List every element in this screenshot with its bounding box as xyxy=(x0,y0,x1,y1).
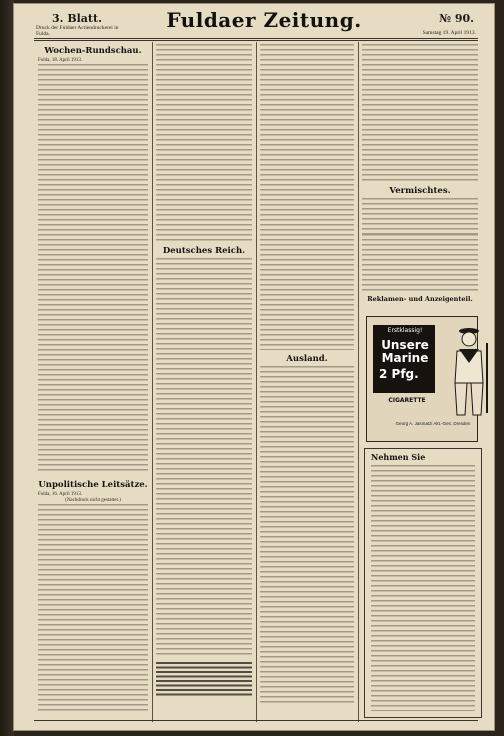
newspaper-page xyxy=(14,4,494,730)
ad-brand-name: Unsere Marine xyxy=(381,338,429,365)
text-block-col2-top xyxy=(156,44,252,242)
issue-number: № 90. xyxy=(439,12,474,25)
issue-date: Samstag 19. April 1913. xyxy=(422,30,476,36)
column-2 xyxy=(156,44,252,714)
sailor-illustration xyxy=(443,323,494,417)
text-block-unpolitische xyxy=(38,504,148,714)
ad-price: 2 Pfg. xyxy=(379,367,419,381)
column-4-middle xyxy=(362,234,478,314)
page-edge-shadow xyxy=(0,0,14,736)
column-divider-1 xyxy=(152,42,153,722)
masthead-rule-2 xyxy=(34,40,478,41)
section-heading-wochen: Wochen-Rundschau. xyxy=(44,46,142,56)
text-block-col2-dark xyxy=(156,662,252,696)
ad-brand-tagline: Erstklassig! xyxy=(387,327,423,334)
masthead-left xyxy=(36,12,126,37)
note-nachdruck: (Nachdruck nicht gestattet.) xyxy=(65,498,121,503)
section-heading-deutsches-reich: Deutsches Reich. xyxy=(162,246,246,256)
text-block-col4-top xyxy=(362,44,478,182)
ad-maker: Georg A. Jasmatzi Akt.-Ges. Dresden xyxy=(395,421,471,426)
column-3 xyxy=(260,44,354,714)
section-heading-unpolitische: Unpolitische Leitsätze. xyxy=(38,480,148,490)
dateline-wochen: Fulda, 18. April 1913. xyxy=(38,58,83,63)
text-block-vermischtes xyxy=(362,198,478,234)
section-heading-vermischtes: Vermischtes. xyxy=(389,186,451,196)
text-block-ausland xyxy=(260,366,354,706)
nehmen-sie-notice xyxy=(364,448,482,718)
imprint-text: Druck der Fuldaer Actiendruckerei in Fulda. xyxy=(36,25,119,37)
bottom-rule xyxy=(34,720,478,721)
column-4-top xyxy=(362,44,478,234)
column-1 xyxy=(38,44,148,714)
cigarette-ad xyxy=(366,316,478,442)
notice-text xyxy=(371,465,475,711)
dateline-unpolitische: Fulda, 16. April 1913. xyxy=(38,492,83,497)
column-divider-3 xyxy=(358,42,359,722)
section-heading-ausland: Ausland. xyxy=(286,354,328,364)
text-block-wochen xyxy=(38,64,148,474)
masthead-rule xyxy=(34,38,478,39)
notice-title: Nehmen Sie xyxy=(371,452,426,462)
blatt-label: 3. Blatt. xyxy=(52,12,102,25)
ad-product: CIGARETTE xyxy=(388,397,426,404)
column-divider-2 xyxy=(256,42,257,722)
section-heading-reklamen: Reklamen- und Anzeigenteil. xyxy=(367,295,473,303)
text-block-col3-top xyxy=(260,44,354,350)
newspaper-title: Fuldaer Zeitung. xyxy=(166,8,362,32)
text-block-deutsches-reich xyxy=(156,258,252,658)
text-block-col4-mid xyxy=(362,234,478,294)
